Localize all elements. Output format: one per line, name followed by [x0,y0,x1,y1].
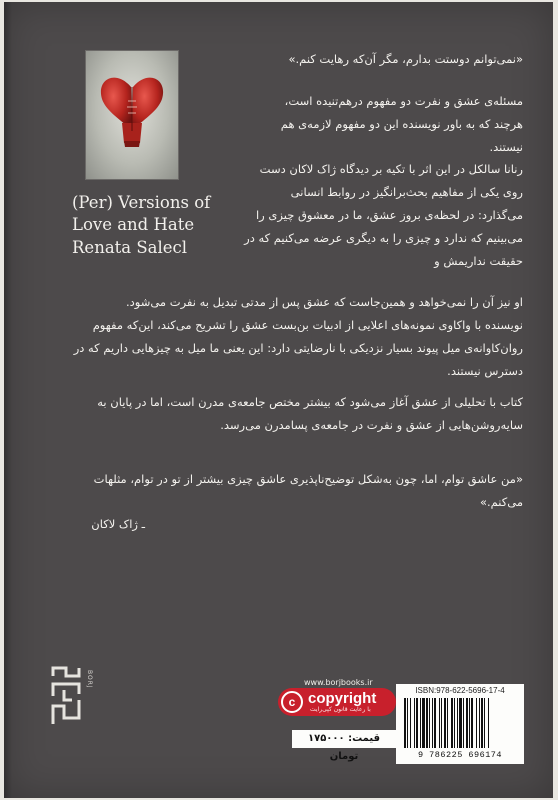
barcode-bar [407,698,408,748]
bottom-quote: «من عاشق توام، اما، چون به‌شکل توضیح‌ناپذیری عاشق چیزی بیشتر از تو در توام، مثلهات می‌کنم.» [93,472,523,509]
cover-photo [85,50,179,180]
barcode-bar [466,698,468,748]
spine-shadow [4,2,12,798]
description-paragraph-1: مسئله‌ی عشق و نفرت دو مفهوم درهم‌تنیده است، هرچند که به باور نویسنده این دو مفهوم لازمه‌ی هم نیستند. [280,94,523,154]
barcode [402,698,518,748]
isbn-text: ISBN:978-622-5696-17-4 [415,686,505,695]
top-quote: «نمی‌توانم دوستت بدارم، مگر آن‌که رهایت کنم.» [288,52,523,66]
barcode-bar [471,698,473,748]
back-cover [4,2,553,798]
barcode-bar [479,698,480,748]
borj-logo-icon [50,666,82,726]
barcode-digits: 9 786225 696174 [417,750,502,760]
barcode-bar [439,698,440,748]
barcode-bar [441,698,442,748]
boxing-gloves-heart-icon [86,51,178,179]
barcode-bar [454,698,455,748]
barcode-bar [484,698,485,748]
barcode-bar [451,698,453,748]
barcode-bar [463,698,464,748]
copyright-badge [278,688,396,716]
barcode-bar [422,698,425,748]
barcode-bar [476,698,477,748]
barcode-bar [416,698,418,748]
barcode-bar [459,698,462,748]
barcode-bar [434,698,436,748]
english-author: Renata Salecl [72,238,188,257]
publisher-logo-word: BORJ [86,670,93,689]
description-paragraph-2: رنانا سالکل در این اثر با تکیه بر دیدگاه ژاک لاکان دست روی یکی از مفاهیم بحث‌برانگیز در روابط انسانی می‌گذارد: در لحظه‌ی بروز عشق، ما در معشوق چیزی را می‌بینیم که ندارد و چیزی را به دیگری عرضه می‌کنیم که در حقیقت نداریمش و [244,162,523,268]
barcode-bar [420,698,421,748]
barcode-bar [469,698,470,748]
price-label: قیمت: ۱۷۵۰۰۰ تومان [292,730,396,748]
barcode-bar [488,698,489,748]
publisher-website[interactable]: www.borjbooks.ir [304,678,373,687]
english-title: (Per) Versions of Love and Hate [72,193,211,234]
barcode-bar [457,698,458,748]
barcode-bar [444,698,446,748]
barcode-bar [481,698,483,748]
barcode-bar [414,698,415,748]
bottom-quote-author: ـ ژاک لاکان [91,517,145,531]
description-paragraph-3: او نیز آن را نمی‌خواهد و همین‌جاست که عشق پس از مدتی تبدیل به نفرت می‌شود. [125,295,523,309]
barcode-bar [426,698,428,748]
barcode-panel [396,684,524,764]
barcode-bar [432,698,433,748]
description-paragraph-5: کتاب با تحلیلی از عشق آغاز می‌شود که بیشتر مختص جامعه‌ی مدرن است، اما در پایان به سایه‌روشن‌هایی از عشق و نفرت در جامعه‌ی پسامدرن می‌رسد. [97,395,523,432]
barcode-bar [410,698,411,748]
description-paragraph-4: نویسنده با واکاوی نمونه‌های اعلایی از ادبیات بن‌بست عشق را تشریح می‌کند، این‌که مفهوم روان‌کاوانه‌ی میل پیوند بسیار نزدیکی با نارضایتی دارد: این یعنی ما میل به چیزهایی داریم که در دسترس نیستند. [73,318,523,378]
copyright-icon: c [281,691,303,713]
copyright-word: copyright [308,690,377,707]
barcode-bar [429,698,430,748]
barcode-bar [404,698,406,748]
copyright-subtitle: با رعایت قانون کپی‌رایت [310,706,371,713]
barcode-bar [447,698,448,748]
